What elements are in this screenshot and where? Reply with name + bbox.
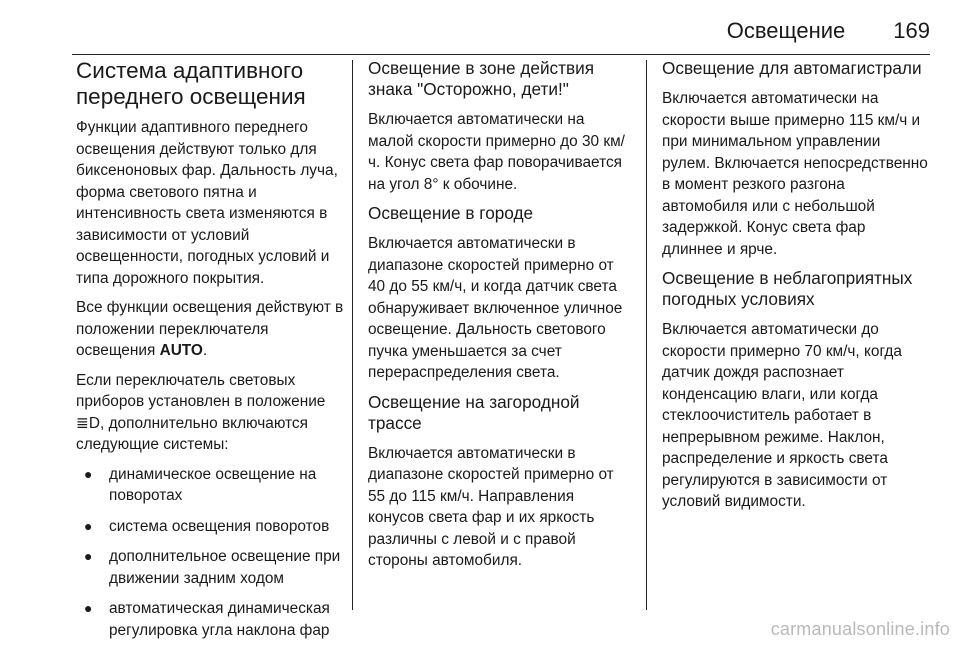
watermark: carmanualsonline.info xyxy=(770,619,950,639)
auto-text-before: Все функции освещения действуют в положении переключателя освещения xyxy=(76,299,344,359)
column-divider-left xyxy=(352,60,353,610)
adaptive-lighting-title: Система адаптивного переднего освещения xyxy=(76,58,306,109)
headlight-text-after: , дополнительно включаются следующие системы: xyxy=(76,414,308,453)
auto-text-after: . xyxy=(202,342,208,359)
list-item xyxy=(76,516,348,538)
bad-weather-title: Освещение в неблагоприятных погодных условиях xyxy=(662,268,913,309)
auto-label: AUTO xyxy=(159,342,203,359)
page-header xyxy=(0,18,930,44)
list-item xyxy=(76,598,348,641)
low-beam-icon: ≣D xyxy=(76,414,101,432)
bullet-icon: ● xyxy=(84,600,93,616)
column-divider-right xyxy=(646,60,647,610)
list-item-text: система освещения поворотов xyxy=(109,517,330,535)
list-item-text: автоматическая динамическая регулировка угла наклона фар xyxy=(109,600,330,639)
header-rule xyxy=(72,54,930,55)
systems-list xyxy=(76,464,348,642)
bullet-icon: ● xyxy=(84,548,93,564)
column-adaptive-lighting xyxy=(76,58,348,650)
headlight-position-paragraph xyxy=(76,370,348,456)
list-item xyxy=(76,546,348,589)
country-road-text: Включается автоматически в диапазоне скоростей примерно от 55 до 115 км/ч. Направления конусов света фар и их яркость различны с левой и с правой стороны автомобиля. xyxy=(368,444,614,569)
bullet-icon: ● xyxy=(84,517,93,534)
school-zone-title: Освещение в зоне действия знака "Осторожно, дети!" xyxy=(368,58,595,99)
list-item xyxy=(76,464,348,507)
section-title: Освещение xyxy=(726,18,846,43)
country-road-title: Освещение на загородной трассе xyxy=(368,391,580,433)
highway-lighting-text: Включается автоматически на скорости выше примерно 115 км/ч и при минимальном управлении рулем. Включается непосредственно в момент резкого разгона автомобиля или с небольшой задержкой. Конус света фар длиннее и ярче. xyxy=(662,90,928,258)
headlight-text-before: Если переключатель световых приборов установлен в положение xyxy=(76,371,326,410)
highway-lighting-title: Освещение для автомагистрали xyxy=(662,58,922,78)
bad-weather-text: Включается автоматически до скорости примерно 70 км/ч, когда датчик дождя распознает конденсацию влаги, или когда стеклоочиститель работает в непрерывном режиме. Наклон, распределение и яркость света регулируются в зависимости от условий видимости. xyxy=(662,321,902,510)
page-number: 169 xyxy=(893,18,930,43)
adaptive-lighting-intro: Функции адаптивного переднего освещения действуют только для биксеноновых фар. Дальность луча, форма светового пятна и интенсивность света изменяются в зависимости от условий освещенности, погодных условий и типа дорожного покрытия. xyxy=(76,119,338,287)
list-item-text: динамическое освещение на поворотах xyxy=(109,465,317,504)
column-lighting-modes xyxy=(368,58,632,580)
school-zone-text: Включается автоматически на малой скорости примерно до 30 км/ч. Конус света фар поворачивается на угол 8° к обочине. xyxy=(368,111,625,193)
city-lighting-title: Освещение в городе xyxy=(368,203,534,223)
city-lighting-text: Включается автоматически в диапазоне скоростей примерно от 40 до 55 км/ч, и когда датчик света обнаруживает включенное уличное освещение. Дальность светового пучка уменьшается за счет перераспределения света. xyxy=(368,235,623,381)
bullet-icon: ● xyxy=(84,465,93,482)
auto-position-paragraph xyxy=(76,297,348,362)
column-highway-weather xyxy=(662,58,928,521)
list-item-text: дополнительное освещение при движении задним ходом xyxy=(109,548,341,587)
